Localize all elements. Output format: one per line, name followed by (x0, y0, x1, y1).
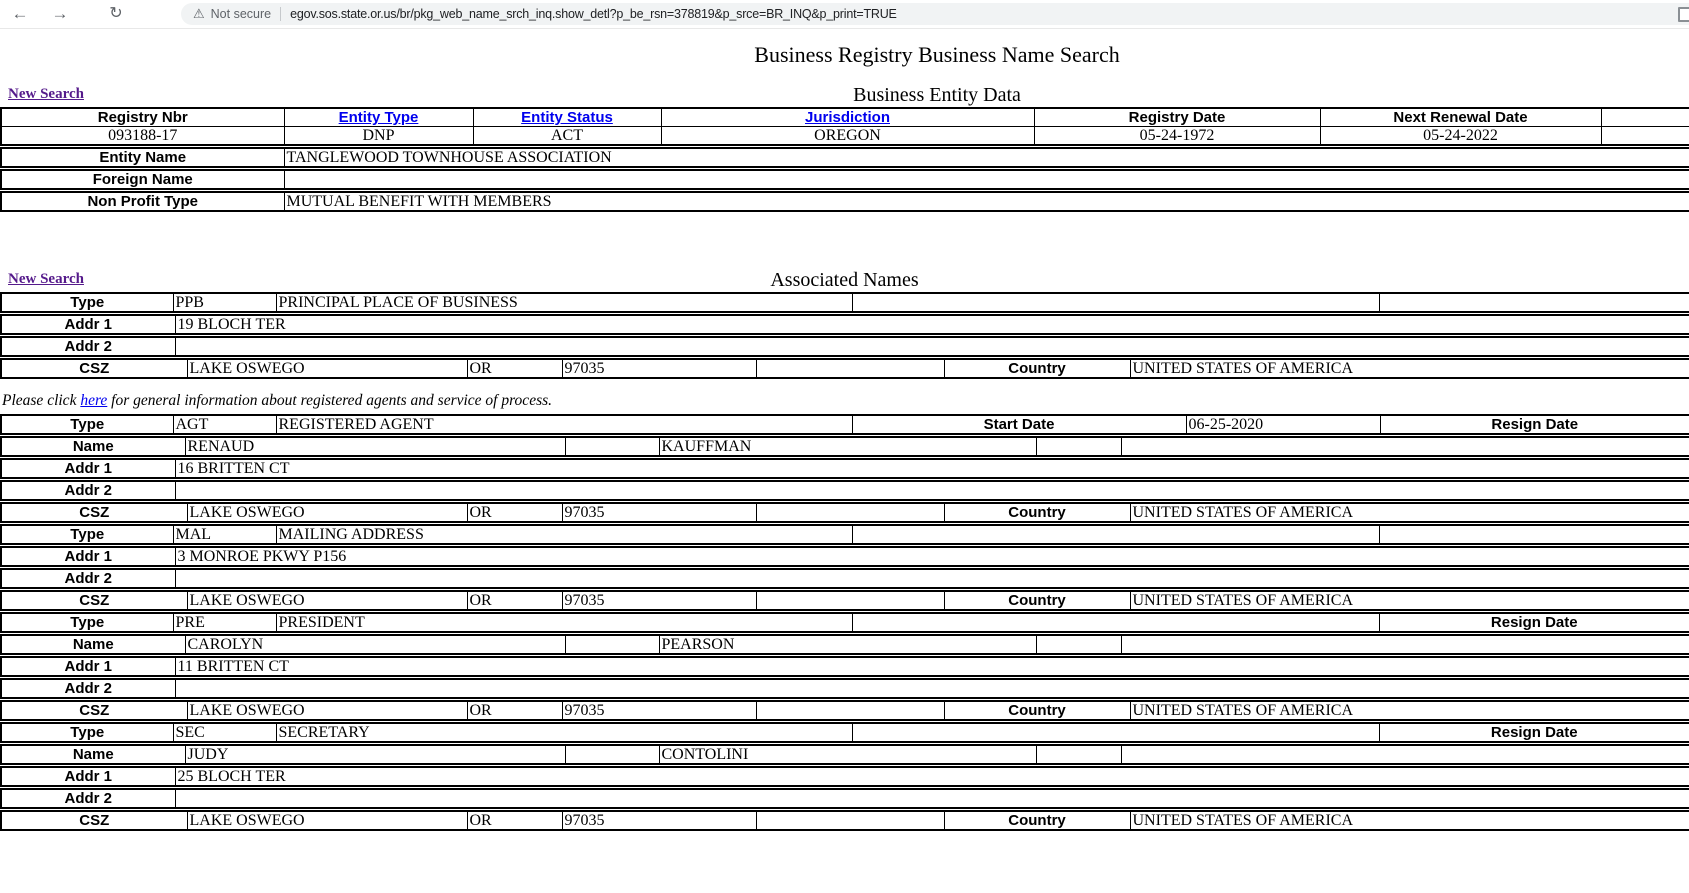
csz-label: CSZ (1, 359, 187, 378)
addr1-label: Addr 1 (1, 547, 175, 566)
address-bar[interactable] (181, 3, 1689, 25)
agent-note-suffix: for general information about registered agents and service of process. (107, 392, 553, 409)
agent-info-note (2, 392, 1689, 410)
ppb-type-code: PPB (173, 293, 276, 312)
name-label: Name (1, 635, 185, 654)
agt-state-value: OR (467, 503, 562, 522)
mal-addr1-row (0, 546, 1689, 567)
entity-type-header (284, 108, 473, 127)
next-renewal-date-value: 05-24-2022 (1320, 127, 1601, 146)
entity-status-link[interactable]: Entity Status (521, 109, 613, 126)
registry-date-value: 05-24-1972 (1034, 127, 1320, 146)
reload-icon[interactable]: ↻ (109, 5, 123, 22)
pre-state-value: OR (467, 701, 562, 720)
browser-toolbar (0, 0, 1689, 29)
name-label: Name (1, 437, 185, 456)
sec-type-code: SEC (173, 723, 276, 742)
country-label: Country (944, 359, 1130, 378)
sec-name-empty-cell-3 (1121, 745, 1689, 764)
agt-type-code: AGT (173, 415, 276, 434)
ppb-country-value: UNITED STATES OF AMERICA (1130, 359, 1689, 378)
agt-name-empty-cell-2 (1036, 437, 1121, 456)
pre-type-row (0, 612, 1689, 633)
pre-csz-row (0, 700, 1689, 721)
pre-addr1-row (0, 656, 1689, 677)
entity-summary-value-row (1, 127, 1689, 146)
ppb-zip-value: 97035 (562, 359, 756, 378)
pre-name-empty-cell-3 (1121, 635, 1689, 654)
ppb-type-row (0, 292, 1689, 313)
country-label: Country (944, 591, 1130, 610)
mal-addr2-row (0, 568, 1689, 589)
forward-icon[interactable]: → (51, 4, 69, 23)
sec-addr1-value: 25 BLOCH TER (175, 767, 1689, 786)
sec-last-name-value: CONTOLINI (659, 745, 1036, 764)
entity-summary-header-row (1, 108, 1689, 127)
agent-note-prefix: Please click (2, 392, 81, 409)
sec-first-name-value: JUDY (185, 745, 565, 764)
mal-type-empty-cell-2 (1379, 525, 1689, 544)
entity-section-header (0, 83, 1689, 107)
entity-name-row (0, 147, 1689, 168)
pre-addr1-value: 11 BRITTEN CT (175, 657, 1689, 676)
addr1-label: Addr 1 (1, 767, 175, 786)
sec-addr1-row (0, 766, 1689, 787)
cutoff-browser-icon[interactable] (1678, 7, 1689, 22)
next-renewal-date-header: Next Renewal Date (1320, 108, 1601, 127)
not-secure-warning-icon[interactable]: ⚠ (193, 6, 205, 21)
country-label: Country (944, 503, 1130, 522)
pre-name-row (0, 634, 1689, 655)
foreign-name-row (0, 169, 1689, 190)
type-label: Type (1, 293, 173, 312)
back-icon[interactable]: ← (11, 4, 29, 23)
entity-summary-header-empty-cell (1601, 108, 1689, 127)
type-label: Type (1, 525, 173, 544)
agt-country-value: UNITED STATES OF AMERICA (1130, 503, 1689, 522)
csz-label: CSZ (1, 701, 187, 720)
ppb-csz-row (0, 358, 1689, 379)
ppb-city-value: LAKE OSWEGO (187, 359, 467, 378)
agt-city-value: LAKE OSWEGO (187, 503, 467, 522)
mal-type-desc: MAILING ADDRESS (276, 525, 852, 544)
jurisdiction-link[interactable]: Jurisdiction (804, 109, 890, 126)
resign-date-label: Resign Date (1379, 723, 1689, 742)
entity-summary-value-empty-cell (1601, 127, 1689, 146)
pre-type-empty-cell (852, 613, 1379, 632)
addr1-label: Addr 1 (1, 315, 175, 334)
not-secure-label: Not secure (210, 7, 272, 21)
jurisdiction-header (661, 108, 1034, 127)
page-title: Business Registry Business Name Search (754, 42, 1120, 67)
pre-name-empty-cell-2 (1036, 635, 1121, 654)
mal-city-value: LAKE OSWEGO (187, 591, 467, 610)
entity-status-header (473, 108, 661, 127)
pre-name-empty-cell (565, 635, 659, 654)
country-label: Country (944, 811, 1130, 830)
url-text[interactable]: egov.sos.state.or.us/br/pkg_web_name_srch_inq.show_detl?p_be_rsn=378819&p_srce=BR_INQ&p_print=TRUE (290, 7, 897, 21)
pre-csz-empty-cell (756, 701, 944, 720)
foreign-name-label: Foreign Name (1, 170, 284, 189)
pre-first-name-value: CAROLYN (185, 635, 565, 654)
agt-name-row (0, 436, 1689, 457)
agt-addr1-value: 16 BRITTEN CT (175, 459, 1689, 478)
addr2-label: Addr 2 (1, 569, 175, 588)
omnibox-divider (280, 7, 281, 21)
addr2-label: Addr 2 (1, 481, 175, 500)
entity-name-value: TANGLEWOOD TOWNHOUSE ASSOCIATION (284, 148, 1689, 167)
resign-date-label: Resign Date (1380, 415, 1689, 434)
pre-addr2-row (0, 678, 1689, 699)
mal-state-value: OR (467, 591, 562, 610)
agt-type-desc: REGISTERED AGENT (276, 415, 852, 434)
agt-type-row (0, 414, 1689, 435)
non-profit-type-value: MUTUAL BENEFIT WITH MEMBERS (284, 192, 1689, 211)
sec-addr2-value (175, 789, 1689, 808)
addr2-label: Addr 2 (1, 679, 175, 698)
ppb-type-desc: PRINCIPAL PLACE OF BUSINESS (276, 293, 852, 312)
addr2-label: Addr 2 (1, 337, 175, 356)
pre-type-desc: PRESIDENT (276, 613, 852, 632)
mal-type-row (0, 524, 1689, 545)
ppb-addr2-value (175, 337, 1689, 356)
type-label: Type (1, 723, 173, 742)
resign-date-label: Resign Date (1379, 613, 1689, 632)
ppb-csz-empty-cell (756, 359, 944, 378)
sec-country-value: UNITED STATES OF AMERICA (1130, 811, 1689, 830)
foreign-name-value (284, 170, 1689, 189)
ppb-addr2-row (0, 336, 1689, 357)
pre-country-value: UNITED STATES OF AMERICA (1130, 701, 1689, 720)
mal-addr1-value: 3 MONROE PKWY P156 (175, 547, 1689, 566)
new-search-link-entity[interactable]: New Search (8, 86, 84, 102)
entity-status-value: ACT (473, 127, 661, 146)
country-label: Country (944, 701, 1130, 720)
page-body (0, 42, 1689, 831)
associated-names-heading: Associated Names (770, 269, 919, 291)
ppb-type-empty-cell (852, 293, 1379, 312)
sec-type-desc: SECRETARY (276, 723, 852, 742)
csz-label: CSZ (1, 811, 187, 830)
mal-country-value: UNITED STATES OF AMERICA (1130, 591, 1689, 610)
sec-name-empty-cell-2 (1036, 745, 1121, 764)
sec-type-row (0, 722, 1689, 743)
sec-city-value: LAKE OSWEGO (187, 811, 467, 830)
type-label: Type (1, 613, 173, 632)
pre-last-name-value: PEARSON (659, 635, 1036, 654)
registry-date-header: Registry Date (1034, 108, 1320, 127)
csz-label: CSZ (1, 591, 187, 610)
ppb-addr1-value: 19 BLOCH TER (175, 315, 1689, 334)
csz-label: CSZ (1, 503, 187, 522)
mal-zip-value: 97035 (562, 591, 756, 610)
mal-addr2-value (175, 569, 1689, 588)
agt-addr2-row (0, 480, 1689, 501)
registry-nbr-header: Registry Nbr (1, 108, 284, 127)
addr1-label: Addr 1 (1, 459, 175, 478)
agt-start-date-value: 06-25-2020 (1186, 415, 1380, 434)
name-label: Name (1, 745, 185, 764)
pre-addr2-value (175, 679, 1689, 698)
ppb-type-empty-cell-2 (1379, 293, 1689, 312)
entity-type-link[interactable]: Entity Type (338, 109, 419, 126)
sec-type-empty-cell (852, 723, 1379, 742)
agt-last-name-value: KAUFFMAN (659, 437, 1036, 456)
new-search-link-associated[interactable]: New Search (8, 271, 84, 287)
addr2-label: Addr 2 (1, 789, 175, 808)
agent-info-here-link[interactable]: here (80, 392, 108, 409)
registry-nbr-value: 093188-17 (1, 127, 284, 146)
agt-csz-row (0, 502, 1689, 523)
sec-zip-value: 97035 (562, 811, 756, 830)
sec-csz-row (0, 810, 1689, 831)
sec-name-row (0, 744, 1689, 765)
sec-state-value: OR (467, 811, 562, 830)
agt-first-name-value: RENAUD (185, 437, 565, 456)
entity-type-value: DNP (284, 127, 473, 146)
addr1-label: Addr 1 (1, 657, 175, 676)
non-profit-type-row (0, 191, 1689, 212)
type-label: Type (1, 415, 173, 434)
agt-name-empty-cell-3 (1121, 437, 1689, 456)
entity-name-label: Entity Name (1, 148, 284, 167)
mal-type-empty-cell (852, 525, 1379, 544)
ppb-state-value: OR (467, 359, 562, 378)
pre-zip-value: 97035 (562, 701, 756, 720)
mal-csz-row (0, 590, 1689, 611)
ppb-addr1-row (0, 314, 1689, 335)
mal-type-code: MAL (173, 525, 276, 544)
agt-zip-value: 97035 (562, 503, 756, 522)
jurisdiction-value: OREGON (661, 127, 1034, 146)
agt-addr2-value (175, 481, 1689, 500)
pre-city-value: LAKE OSWEGO (187, 701, 467, 720)
agt-csz-empty-cell (756, 503, 944, 522)
associated-section-header (0, 268, 1689, 292)
agt-name-empty-cell (565, 437, 659, 456)
sec-name-empty-cell (565, 745, 659, 764)
entity-summary-table (0, 107, 1689, 146)
agt-addr1-row (0, 458, 1689, 479)
entity-data-heading: Business Entity Data (853, 84, 1021, 106)
pre-type-code: PRE (173, 613, 276, 632)
start-date-label: Start Date (852, 415, 1186, 434)
mal-csz-empty-cell (756, 591, 944, 610)
sec-addr2-row (0, 788, 1689, 809)
non-profit-type-label: Non Profit Type (1, 192, 284, 211)
sec-csz-empty-cell (756, 811, 944, 830)
